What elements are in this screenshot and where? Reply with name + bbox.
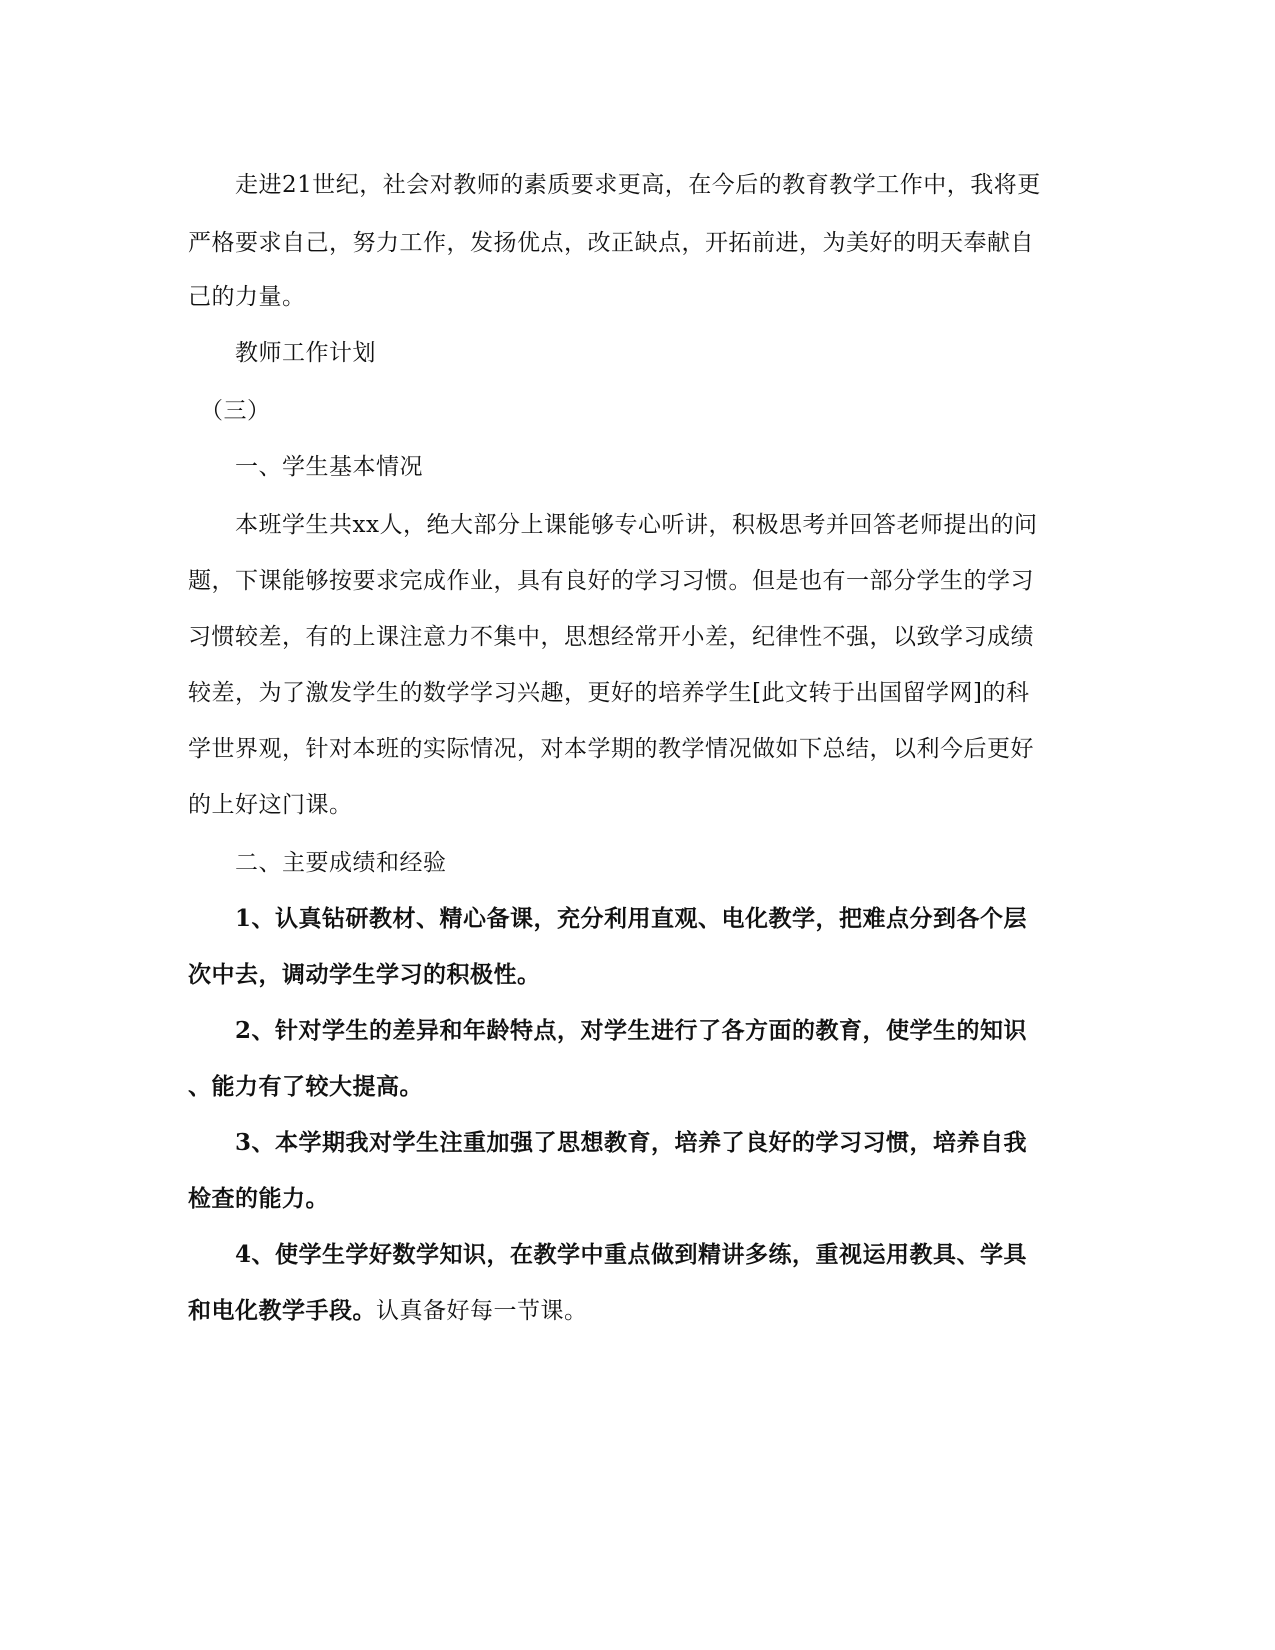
text-line [188, 1282, 1078, 1340]
text-line: 严格要求自己，努力工作，发扬优点，改正缺点，开拓前进，为美好的明天奉献自 [188, 230, 1034, 256]
section-heading: 一、学生基本情况 [188, 454, 423, 480]
text-segment-bold: 和电化教学手段。 [188, 1297, 376, 1324]
text-line: 本班学生共xx人，绝大部分上课能够专心听讲，积极思考并回答老师提出的问 [188, 512, 1038, 538]
text-line: 较差，为了激发学生的数学学习兴趣，更好的培养学生[此文转于出国留学网]的科 [188, 680, 1030, 706]
text-line: 习惯较差，有的上课注意力不集中，思想经常开小差，纪律性不强，以致学习成绩 [188, 624, 1034, 650]
text-line: 己的力量。 [188, 284, 306, 310]
text-line: 走进21世纪，社会对教师的素质要求更高，在今后的教育教学工作中，我将更 [188, 172, 1041, 198]
text-line: 1、认真钻研教材、精心备课，充分利用直观、电化教学，把难点分到各个层 [188, 905, 1028, 932]
text-line: 的上好这门课。 [188, 792, 353, 818]
text-line: 、能力有了较大提高。 [188, 1073, 423, 1100]
heading-subtitle: （三） [188, 398, 271, 424]
text-line: 学世界观，针对本班的实际情况，对本学期的教学情况做如下总结，以利今后更好 [188, 736, 1034, 762]
text-line: 3、本学期我对学生注重加强了思想教育，培养了良好的学习习惯，培养自我 [188, 1129, 1028, 1156]
text-line: 检查的能力。 [188, 1185, 329, 1212]
section-heading: 二、主要成绩和经验 [188, 850, 447, 876]
text-line: 题，下课能够按要求完成作业，具有良好的学习习惯。但是也有一部分学生的学习 [188, 568, 1034, 594]
text-line: 2、针对学生的差异和年龄特点，对学生进行了各方面的教育，使学生的知识 [188, 1017, 1028, 1044]
text-line: 4、使学生学好数学知识，在教学中重点做到精讲多练，重视运用教具、学具 [188, 1241, 1028, 1268]
heading-title: 教师工作计划 [188, 340, 376, 366]
text-line: 次中去，调动学生学习的积极性。 [188, 961, 541, 988]
text-segment: 认真备好每一节课。 [376, 1298, 588, 1324]
